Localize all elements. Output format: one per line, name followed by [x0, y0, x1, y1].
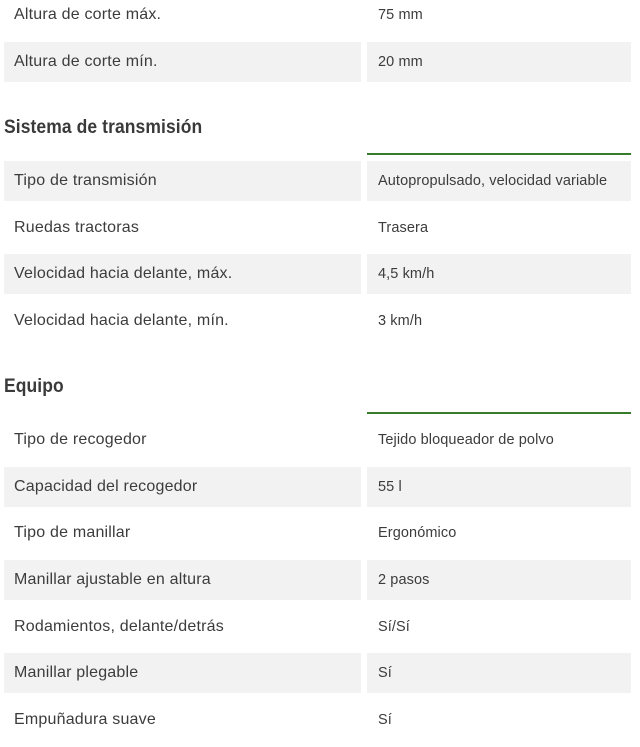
- spec-label: Tipo de transmisión: [4, 161, 361, 201]
- section-title-equipment: Equipo: [4, 376, 64, 397]
- spec-row-collector-type: [4, 420, 631, 460]
- spec-row-forward-speed-max: [4, 254, 631, 294]
- spec-value: 2 pasos: [367, 560, 631, 600]
- spec-row-forward-speed-min: [4, 301, 631, 341]
- cutting-height-spec-table: [4, 0, 631, 88]
- spec-value: 55 l: [367, 467, 631, 507]
- spec-value: Ergonómico: [378, 525, 457, 542]
- spec-value: Trasera: [378, 219, 429, 236]
- section-divider: [367, 412, 631, 414]
- spec-label: Manillar ajustable en altura: [4, 560, 361, 600]
- spec-label: Tipo de manillar: [14, 524, 131, 542]
- spec-label: Tipo de recogedor: [14, 431, 147, 448]
- equipment-spec-table: [4, 420, 631, 747]
- section-title-transmission: Sistema de transmisión: [4, 117, 203, 138]
- spec-row-handle-type: [4, 513, 631, 553]
- spec-value: Autopropulsado, velocidad variable: [367, 161, 631, 201]
- spec-label: Altura de corte mín.: [4, 42, 361, 82]
- spec-value: 75 mm: [378, 7, 423, 23]
- spec-value: 20 mm: [367, 42, 631, 82]
- transmission-spec-table: [4, 161, 631, 348]
- spec-label: Velocidad hacia delante, mín.: [14, 312, 229, 330]
- spec-label: Rodamientos, delante/detrás: [14, 617, 224, 635]
- spec-value: Sí: [367, 653, 631, 693]
- spec-label: Capacidad del recogedor: [4, 467, 361, 507]
- spec-value: 4,5 km/h: [367, 254, 631, 294]
- spec-value: Tejido bloqueador de polvo: [378, 432, 554, 448]
- spec-row-collector-capacity: [4, 467, 631, 507]
- spec-row-max-cut-height: [4, 0, 631, 35]
- spec-value: Sí: [378, 712, 392, 729]
- spec-row-drive-wheels: [4, 208, 631, 248]
- spec-label: Velocidad hacia delante, máx.: [4, 254, 361, 294]
- spec-label: Altura de corte máx.: [14, 6, 162, 23]
- spec-label: Ruedas tractoras: [14, 218, 140, 236]
- spec-row-bearings: [4, 607, 631, 647]
- spec-row-transmission-type: [4, 161, 631, 201]
- spec-row-soft-grip: [4, 700, 631, 740]
- spec-label: Manillar plegable: [4, 653, 361, 693]
- spec-value: 3 km/h: [378, 313, 423, 330]
- section-divider: [367, 153, 631, 155]
- spec-label: Empuñadura suave: [14, 711, 156, 729]
- spec-value: Sí/Sí: [378, 618, 410, 635]
- spec-row-handle-height-adjust: [4, 560, 631, 600]
- spec-row-min-cut-height: [4, 42, 631, 82]
- spec-row-folding-handle: [4, 653, 631, 693]
